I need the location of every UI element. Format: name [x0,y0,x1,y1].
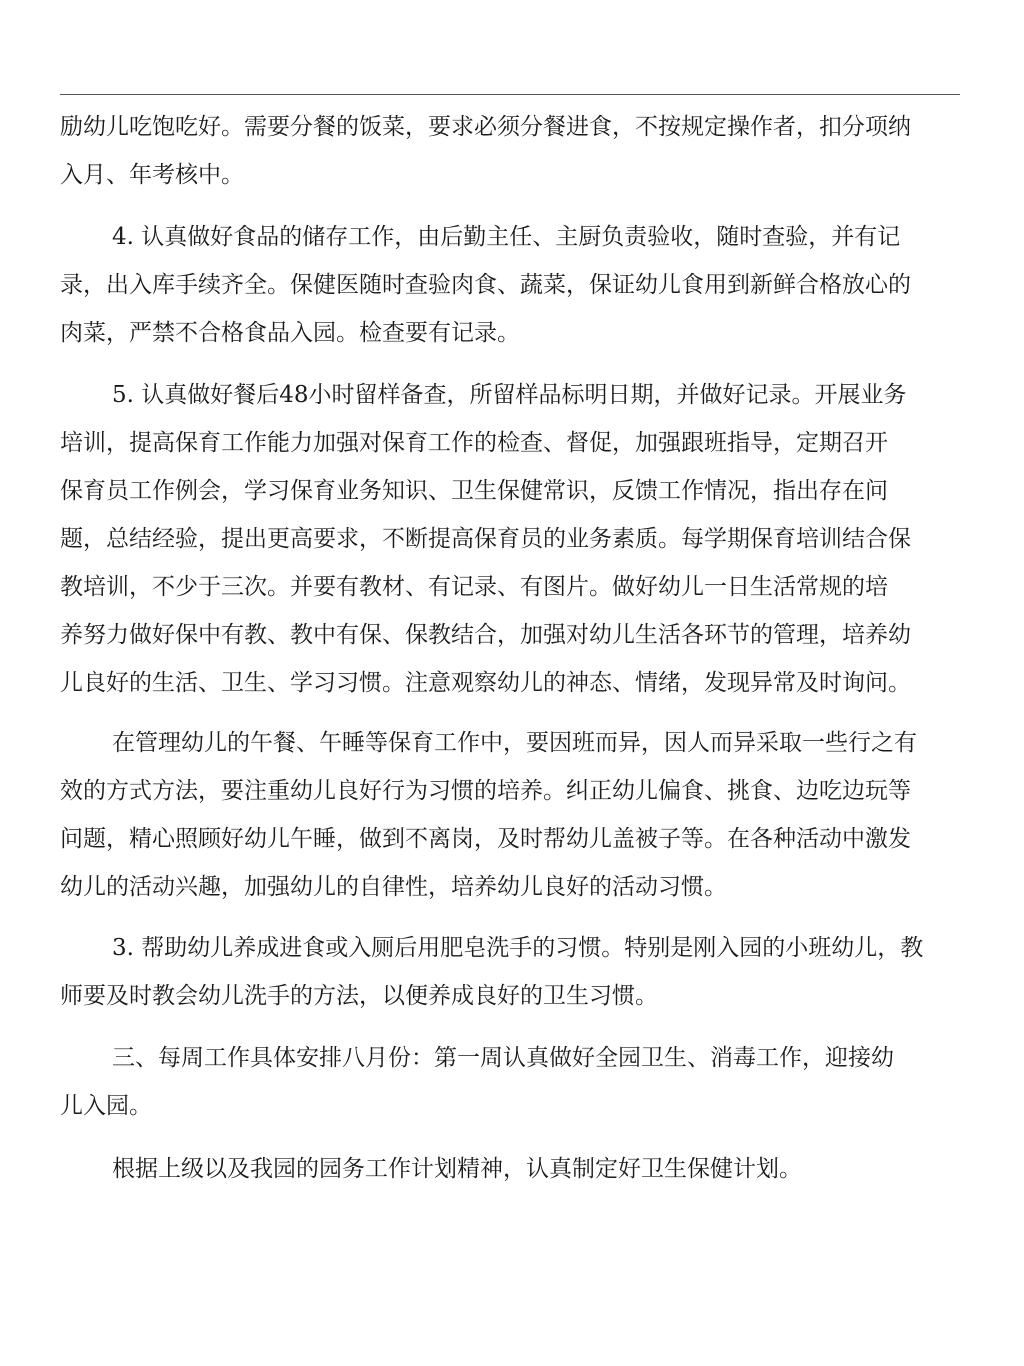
text-line: 问题，精心照顾好幼儿午睡，做到不离岗，及时帮幼儿盖被子等。在各种活动中激发 [60,826,911,852]
text-line: 养努力做好保中有教、教中有保、保教结合，加强对幼儿生活各环节的管理，培养幼 [60,622,911,648]
text-line: 4. 认真做好食品的储存工作，由后勤主任、主厨负责验收，随时查验，并有记 [112,224,901,250]
text-line: 在管理幼儿的午餐、午睡等保育工作中，要因班而异，因人而异采取一些行之有 [112,730,917,756]
text-line: 儿良好的生活、卫生、学习习惯。注意观察幼儿的神态、情绪，发现异常及时询问。 [60,670,911,696]
paragraph-childcare-management [60,719,940,911]
paragraph-continuation [60,103,940,199]
text-line: 幼儿的活动兴趣，加强幼儿的自律性，培养幼儿良好的活动习惯。 [60,874,727,900]
text-line: 教培训，不少于三次。并要有教材、有记录、有图片。做好幼儿一日生活常规的培 [60,574,888,600]
text-line: 效的方式方法，要注重幼儿良好行为习惯的培养。纠正幼儿偏食、挑食、边吃边玩等 [60,778,911,804]
text-line: 三、每周工作具体安排八月份：第一周认真做好全园卫生、消毒工作，迎接幼 [112,1045,894,1071]
paragraph-section-three [60,1034,940,1130]
text-line: 录，出入库手续齐全。保健医随时查验肉食、蔬菜，保证幼儿食用到新鲜合格放心的 [60,272,911,298]
header-divider [60,94,960,95]
paragraph-item-4 [60,213,940,357]
text-line: 励幼儿吃饱吃好。需要分餐的饭菜，要求必须分餐进食，不按规定操作者，扣分项纳 [60,114,911,140]
text-line: 培训，提高保育工作能力加强对保育工作的检查、督促，加强跟班指导，定期召开 [60,430,888,456]
text-line: 肉菜，严禁不合格食品入园。检查要有记录。 [60,320,520,346]
text-line: 根据上级以及我园的园务工作计划精神，认真制定好卫生保健计划。 [112,1156,802,1182]
text-line: 3. 帮助幼儿养成进食或入厕后用肥皂洗手的习惯。特别是刚入园的小班幼儿，教 [112,935,924,961]
text-line: 题，总结经验，提出更高要求，不断提高保育员的业务素质。每学期保育培训结合保 [60,526,911,552]
paragraph-item-3 [60,924,940,1020]
paragraph-item-5 [60,371,940,707]
text-line: 入月、年考核中。 [60,162,244,188]
text-line: 师要及时教会幼儿洗手的方法，以便养成良好的卫生习惯。 [60,983,658,1009]
text-line: 儿入园。 [60,1093,152,1119]
text-line: 保育员工作例会，学习保育业务知识、卫生保健常识，反馈工作情况，指出存在问 [60,478,888,504]
text-line: 5. 认真做好餐后48小时留样备查，所留样品标明日期，并做好记录。开展业务 [112,382,907,408]
paragraph-health-plan [60,1145,940,1193]
